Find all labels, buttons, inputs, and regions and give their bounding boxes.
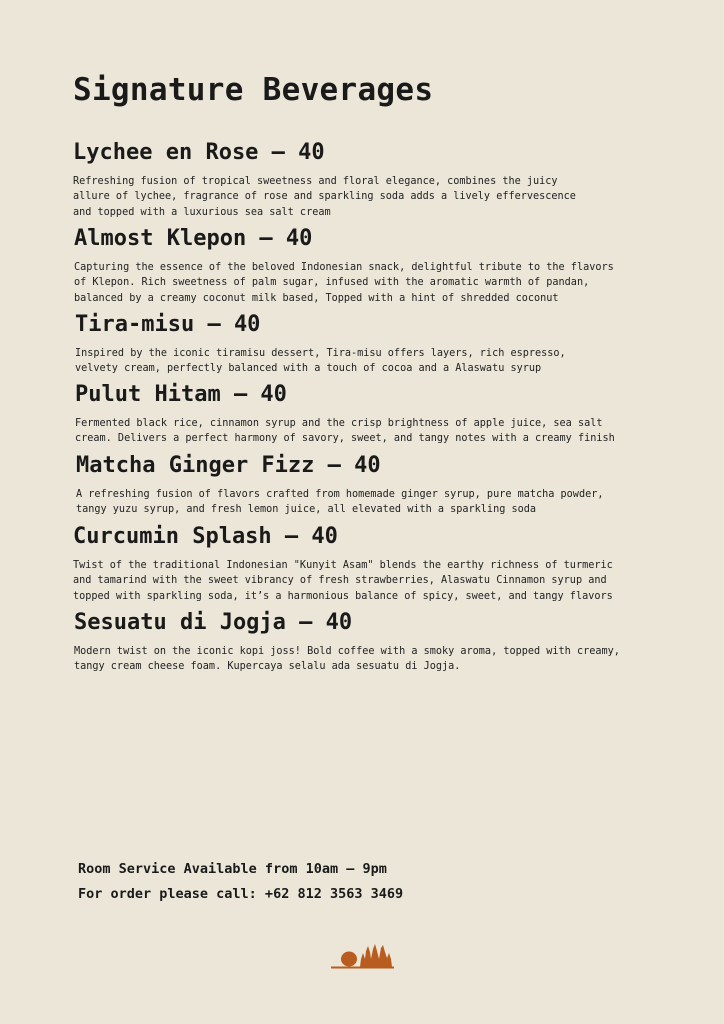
menu-item-tira-misu bbox=[75, 312, 566, 377]
menu-item-description: Twist of the traditional Indonesian "Kunyit Asam" blends the earthy richness of turmeric and tamarind with the sweet vibrancy of fresh strawberries, Alaswatu Cinnamon syrup and topped with sparkling soda, it’s a harmonious balance of spicy, sweet, and tangy flavors bbox=[73, 560, 613, 602]
page-title: Signature Beverages bbox=[73, 72, 434, 108]
menu-item-description: Fermented black rice, cinnamon syrup and the crisp brightness of apple juice, sea salt cream. Delivers a perfect harmony of savory, sweet, and tangy notes with a creamy finish bbox=[75, 418, 615, 445]
menu-item-matcha-ginger-fizz bbox=[76, 453, 603, 518]
menu-item-lychee-en-rose bbox=[73, 140, 576, 220]
menu-item-description: Modern twist on the iconic kopi joss! Bold coffee with a smoky aroma, topped with creamy, tangy cream cheese foam. Kupercaya selalu ada sesuatu di Jogja. bbox=[74, 646, 620, 673]
footer-info bbox=[78, 857, 403, 907]
menu-item-name: Sesuatu di Jogja – 40 bbox=[74, 610, 353, 635]
menu-item-name: Tira-misu – 40 bbox=[75, 312, 261, 337]
menu-item-almost-klepon bbox=[74, 226, 614, 306]
menu-item-name: Almost Klepon – 40 bbox=[74, 226, 313, 251]
menu-item-pulut-hitam bbox=[75, 382, 615, 447]
menu-item-description: Capturing the essence of the beloved Indonesian snack, delightful tribute to the flavors of Klepon. Rich sweetness of palm sugar, infused with the aromatic warmth of pandan, balanced by a creamy coconut milk based, Topped with a hint of shredded coconut bbox=[74, 262, 614, 304]
menu-item-name: Matcha Ginger Fizz – 40 bbox=[76, 453, 381, 478]
menu-item-name: Pulut Hitam – 40 bbox=[75, 382, 287, 407]
order-phone: For order please call: +62 812 3563 3469 bbox=[78, 886, 404, 902]
menu-item-name: Curcumin Splash – 40 bbox=[73, 524, 338, 549]
menu-item-curcumin-splash bbox=[73, 524, 613, 604]
brand-logo-icon bbox=[330, 940, 398, 976]
menu-item-name: Lychee en Rose – 40 bbox=[73, 140, 325, 165]
menu-item-description: Inspired by the iconic tiramisu dessert, Tira-misu offers layers, rich espresso, velvety cream, perfectly balanced with a touch of cocoa and a Alaswatu syrup bbox=[75, 348, 566, 375]
room-service-hours: Room Service Available from 10am – 9pm bbox=[78, 861, 387, 877]
menu-item-description: A refreshing fusion of flavors crafted from homemade ginger syrup, pure matcha powder, tangy yuzu syrup, and fresh lemon juice, all elevated with a sparkling soda bbox=[76, 489, 604, 516]
menu-item-description: Refreshing fusion of tropical sweetness and floral elegance, combines the juicy allure of lychee, fragrance of rose and sparkling soda adds a lively effervescence and topped with a luxurious sea salt cream bbox=[73, 176, 576, 218]
menu-item-sesuatu-di-jogja bbox=[74, 610, 620, 675]
